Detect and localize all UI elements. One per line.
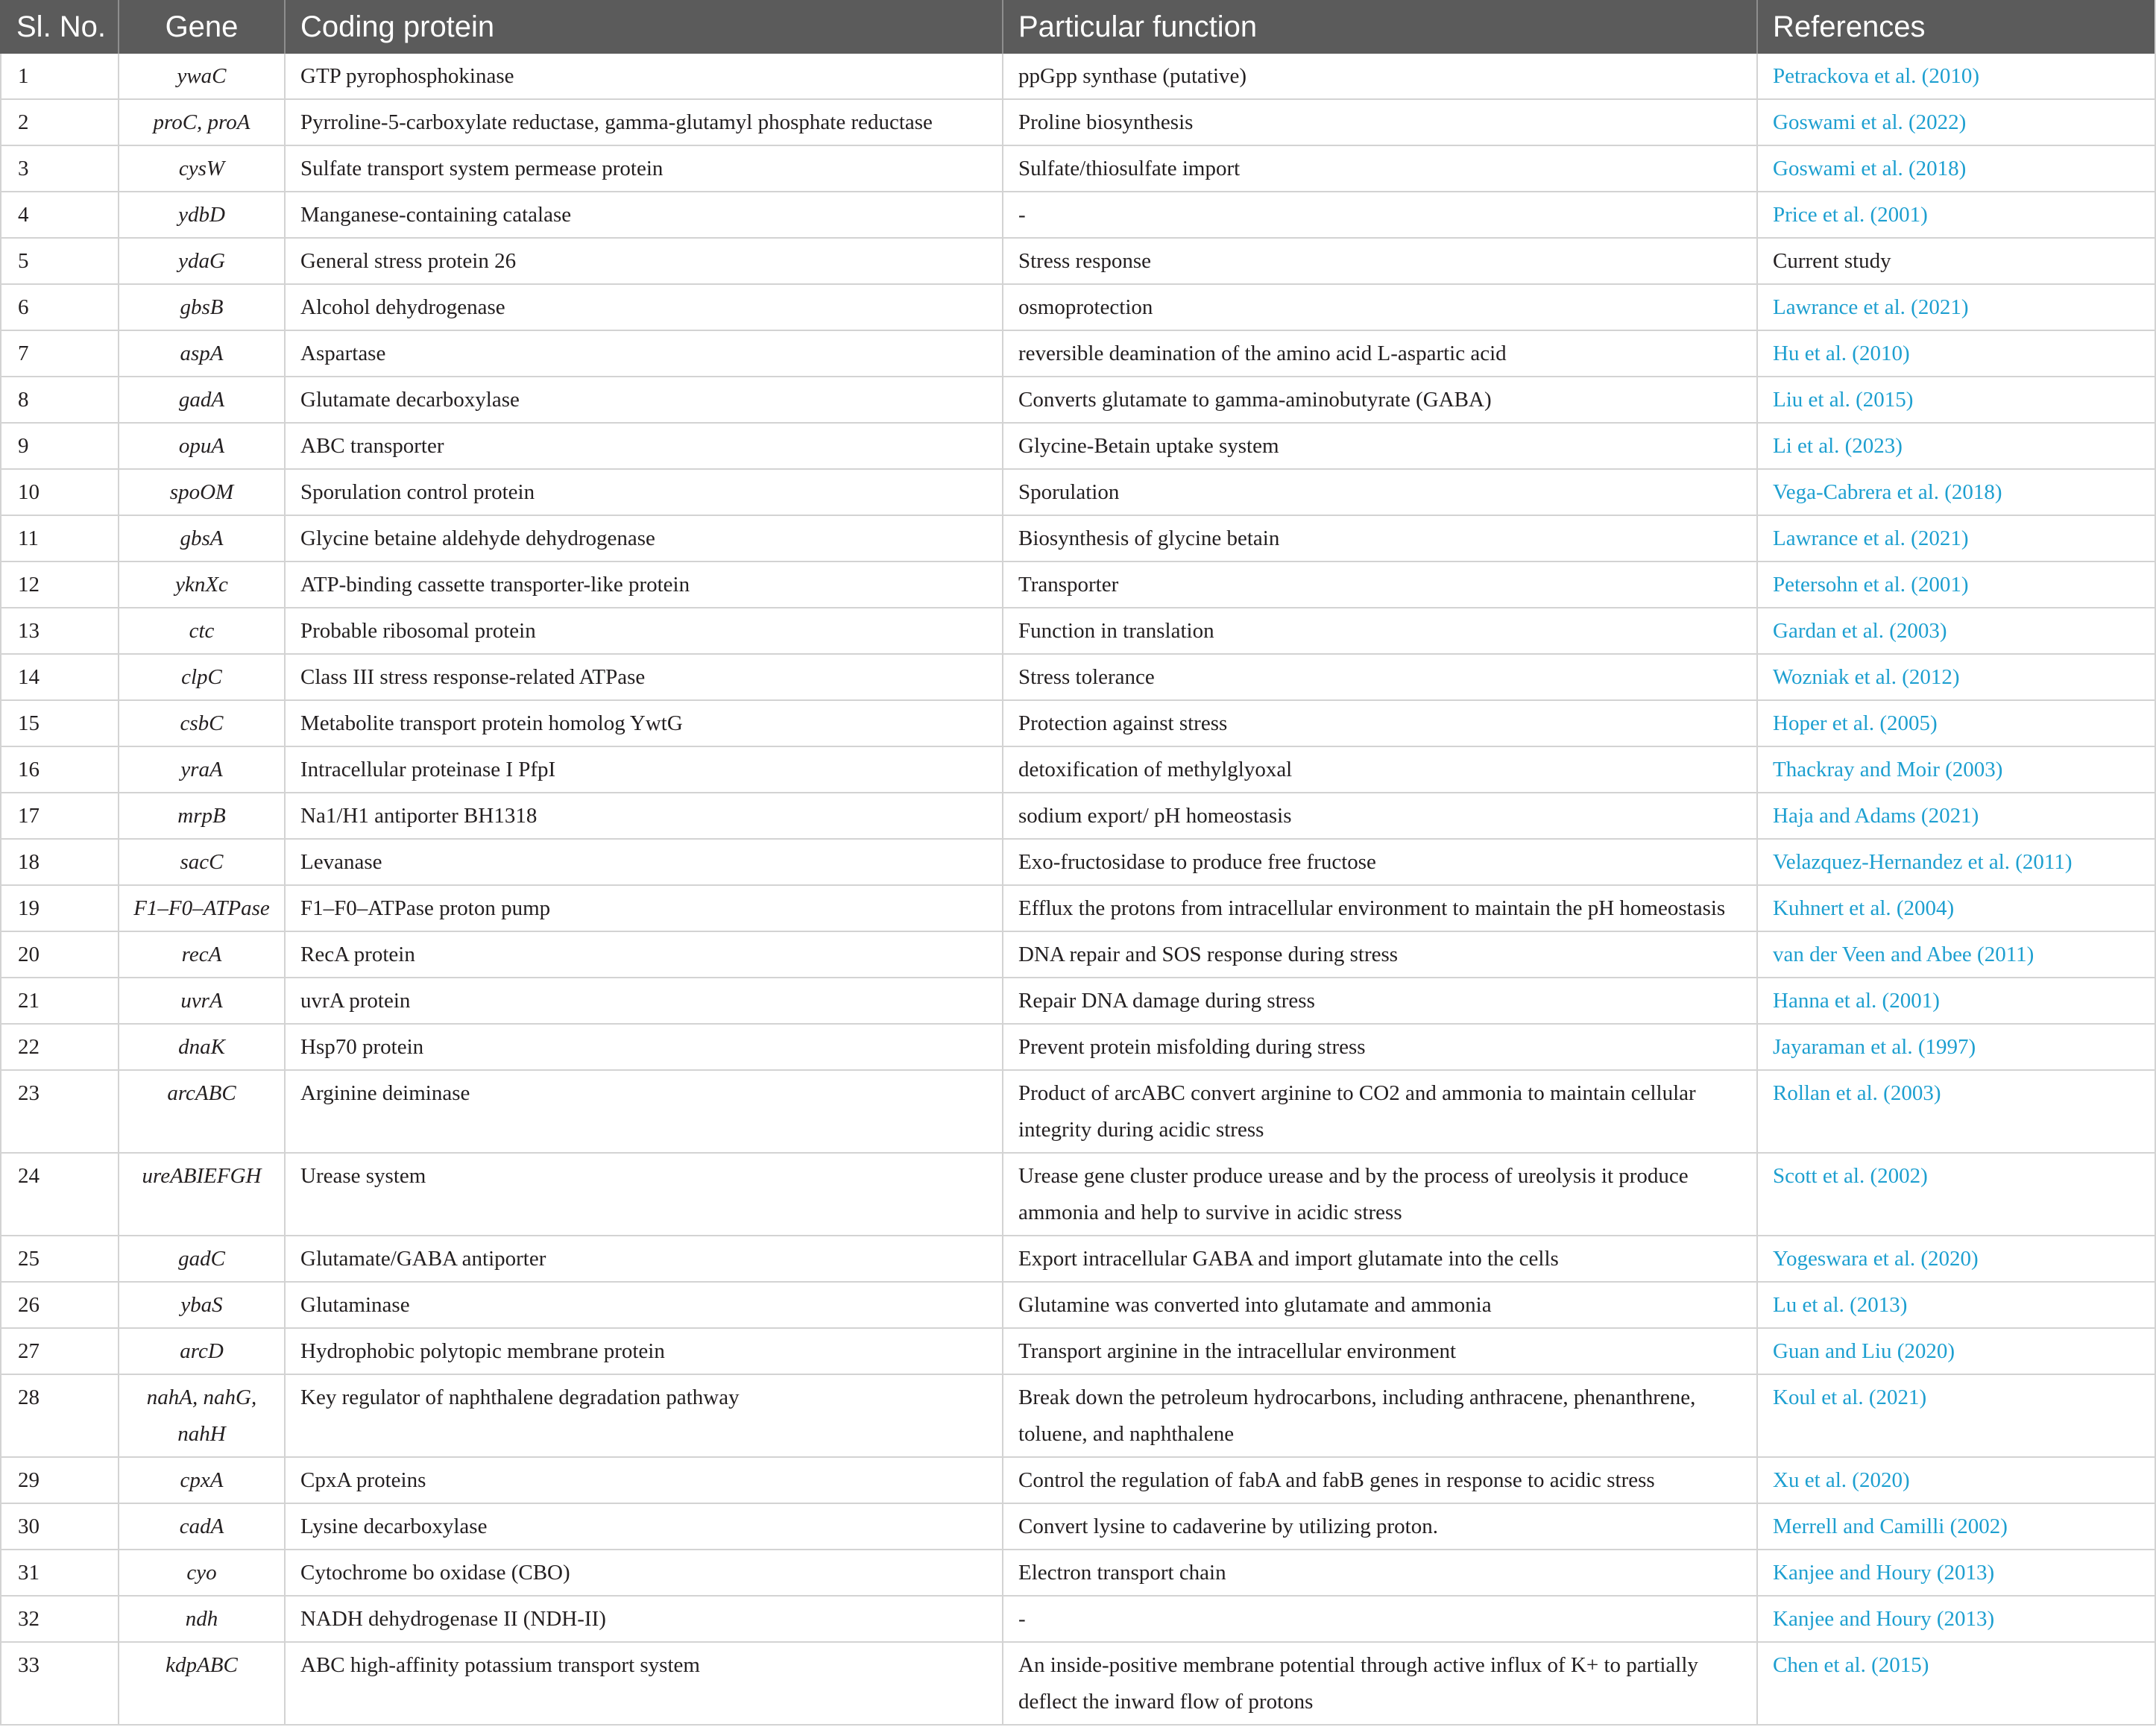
reference-link[interactable]: Koul et al. (2021) <box>1773 1385 1927 1409</box>
cell-coding-protein: Sulfate transport system permease protein <box>286 146 1003 192</box>
cell-coding-protein: Glutamate/GABA antiporter <box>286 1236 1003 1283</box>
cell-reference <box>1758 1375 2156 1458</box>
cell-gene: F1–F0–ATPase <box>119 886 286 932</box>
reference-link[interactable]: Yogeswara et al. (2020) <box>1773 1247 1979 1271</box>
reference-link[interactable]: van der Veen and Abee (2011) <box>1773 943 2034 966</box>
cell-reference <box>1758 1236 2156 1283</box>
cell-coding-protein: ATP-binding cassette transporter-like protein <box>286 562 1003 608</box>
cell-sl-no: 11 <box>0 516 119 562</box>
cell-sl-no: 7 <box>0 331 119 377</box>
reference-text: Current study <box>1773 249 1891 273</box>
cell-reference <box>1758 886 2156 932</box>
reference-link[interactable]: Hanna et al. (2001) <box>1773 989 1940 1013</box>
cell-particular-function: ppGpp synthase (putative) <box>1003 54 1758 100</box>
cell-coding-protein: Aspartase <box>286 331 1003 377</box>
reference-link[interactable]: Price et al. (2001) <box>1773 203 1928 227</box>
reference-link[interactable]: Guan and Liu (2020) <box>1773 1339 1955 1363</box>
cell-particular-function: Sulfate/thiosulfate import <box>1003 146 1758 192</box>
cell-sl-no: 5 <box>0 239 119 285</box>
cell-reference <box>1758 1643 2156 1726</box>
cell-gene: sacC <box>119 840 286 886</box>
cell-gene: ydbD <box>119 192 286 239</box>
cell-coding-protein: GTP pyrophosphokinase <box>286 54 1003 100</box>
cell-reference <box>1758 978 2156 1025</box>
cell-sl-no: 29 <box>0 1458 119 1504</box>
cell-coding-protein: Levanase <box>286 840 1003 886</box>
reference-link[interactable]: Lawrance et al. (2021) <box>1773 526 1969 550</box>
cell-particular-function: - <box>1003 1597 1758 1643</box>
cell-gene: cyo <box>119 1550 286 1597</box>
cell-gene: yraA <box>119 747 286 793</box>
cell-coding-protein: Alcohol dehydrogenase <box>286 285 1003 331</box>
cell-particular-function: Proline biosynthesis <box>1003 100 1758 146</box>
cell-particular-function: Converts glutamate to gamma-aminobutyrate (GABA) <box>1003 377 1758 424</box>
cell-reference <box>1758 239 2156 285</box>
cell-reference <box>1758 655 2156 701</box>
cell-particular-function: Biosynthesis of glycine betain <box>1003 516 1758 562</box>
cell-sl-no: 21 <box>0 978 119 1025</box>
reference-link[interactable]: Kanjee and Houry (2013) <box>1773 1607 1995 1631</box>
cell-particular-function: Repair DNA damage during stress <box>1003 978 1758 1025</box>
cell-reference <box>1758 1154 2156 1236</box>
cell-sl-no: 31 <box>0 1550 119 1597</box>
cell-coding-protein: ABC transporter <box>286 424 1003 470</box>
cell-particular-function: Protection against stress <box>1003 701 1758 747</box>
cell-particular-function: Convert lysine to cadaverine by utilizing proton. <box>1003 1504 1758 1550</box>
cell-sl-no: 20 <box>0 932 119 978</box>
cell-coding-protein: CpxA proteins <box>286 1458 1003 1504</box>
cell-reference <box>1758 793 2156 840</box>
reference-link[interactable]: Goswami et al. (2022) <box>1773 110 1967 134</box>
cell-particular-function: Stress tolerance <box>1003 655 1758 701</box>
cell-particular-function: - <box>1003 192 1758 239</box>
cell-gene: mrpB <box>119 793 286 840</box>
reference-link[interactable]: Lu et al. (2013) <box>1773 1293 1908 1317</box>
reference-link[interactable]: Vega-Cabrera et al. (2018) <box>1773 480 2002 504</box>
cell-sl-no: 14 <box>0 655 119 701</box>
cell-reference <box>1758 54 2156 100</box>
cell-particular-function: Prevent protein misfolding during stress <box>1003 1025 1758 1071</box>
cell-sl-no: 4 <box>0 192 119 239</box>
cell-coding-protein: Manganese-containing catalase <box>286 192 1003 239</box>
cell-reference <box>1758 377 2156 424</box>
header-references: References <box>1758 0 2156 54</box>
cell-particular-function: Function in translation <box>1003 608 1758 655</box>
cell-coding-protein: Lysine decarboxylase <box>286 1504 1003 1550</box>
cell-coding-protein: Sporulation control protein <box>286 470 1003 516</box>
cell-reference <box>1758 932 2156 978</box>
cell-gene: ydaG <box>119 239 286 285</box>
cell-particular-function: Control the regulation of fabA and fabB genes in response to acidic stress <box>1003 1458 1758 1504</box>
cell-sl-no: 6 <box>0 285 119 331</box>
reference-link[interactable]: Wozniak et al. (2012) <box>1773 665 1960 689</box>
reference-link[interactable]: Goswami et al. (2018) <box>1773 157 1967 180</box>
cell-sl-no: 27 <box>0 1329 119 1375</box>
cell-gene: recA <box>119 932 286 978</box>
reference-link[interactable]: Kanjee and Houry (2013) <box>1773 1561 1995 1585</box>
reference-link[interactable]: Thackray and Moir (2003) <box>1773 758 2003 781</box>
cell-reference <box>1758 1550 2156 1597</box>
cell-particular-function: Glycine-Betain uptake system <box>1003 424 1758 470</box>
cell-sl-no: 28 <box>0 1375 119 1458</box>
reference-link[interactable]: Lawrance et al. (2021) <box>1773 295 1969 319</box>
cell-sl-no: 22 <box>0 1025 119 1071</box>
cell-sl-no: 26 <box>0 1283 119 1329</box>
cell-sl-no: 25 <box>0 1236 119 1283</box>
cell-particular-function: Urease gene cluster produce urease and by the process of ureolysis it produce ammonia and help to survive in acidic stress <box>1003 1154 1758 1236</box>
cell-particular-function: Efflux the protons from intracellular environment to maintain the pH homeostasis <box>1003 886 1758 932</box>
cell-coding-protein: Metabolite transport protein homolog YwtG <box>286 701 1003 747</box>
cell-particular-function: Product of arcABC convert arginine to CO2 and ammonia to maintain cellular integrity during acidic stress <box>1003 1071 1758 1154</box>
cell-gene: cadA <box>119 1504 286 1550</box>
reference-link[interactable]: Xu et al. (2020) <box>1773 1468 1910 1492</box>
cell-gene: clpC <box>119 655 286 701</box>
reference-link[interactable]: Rollan et al. (2003) <box>1773 1081 1941 1105</box>
cell-sl-no: 18 <box>0 840 119 886</box>
cell-sl-no: 24 <box>0 1154 119 1236</box>
cell-particular-function: Transporter <box>1003 562 1758 608</box>
cell-reference <box>1758 424 2156 470</box>
cell-particular-function: sodium export/ pH homeostasis <box>1003 793 1758 840</box>
cell-coding-protein: Arginine deiminase <box>286 1071 1003 1154</box>
cell-reference <box>1758 331 2156 377</box>
cell-reference <box>1758 1071 2156 1154</box>
cell-sl-no: 30 <box>0 1504 119 1550</box>
header-sl-no: Sl. No. <box>0 0 119 54</box>
cell-gene: arcABC <box>119 1071 286 1154</box>
cell-particular-function: Export intracellular GABA and import glutamate into the cells <box>1003 1236 1758 1283</box>
cell-sl-no: 8 <box>0 377 119 424</box>
cell-sl-no: 2 <box>0 100 119 146</box>
cell-coding-protein: RecA protein <box>286 932 1003 978</box>
reference-link[interactable]: Jayaraman et al. (1997) <box>1773 1035 1976 1059</box>
cell-particular-function: Stress response <box>1003 239 1758 285</box>
cell-coding-protein: Hsp70 protein <box>286 1025 1003 1071</box>
cell-particular-function: Sporulation <box>1003 470 1758 516</box>
cell-gene: ywaC <box>119 54 286 100</box>
cell-particular-function: Transport arginine in the intracellular environment <box>1003 1329 1758 1375</box>
cell-gene: uvrA <box>119 978 286 1025</box>
cell-coding-protein: General stress protein 26 <box>286 239 1003 285</box>
reference-link[interactable]: Hoper et al. (2005) <box>1773 711 1938 735</box>
cell-sl-no: 32 <box>0 1597 119 1643</box>
cell-gene: arcD <box>119 1329 286 1375</box>
cell-reference <box>1758 1283 2156 1329</box>
cell-gene: ctc <box>119 608 286 655</box>
cell-gene: proC, proA <box>119 100 286 146</box>
reference-link[interactable]: Liu et al. (2015) <box>1773 388 1914 412</box>
header-particular-function: Particular function <box>1003 0 1758 54</box>
header-gene: Gene <box>119 0 286 54</box>
cell-sl-no: 10 <box>0 470 119 516</box>
reference-link[interactable]: Petrackova et al. (2010) <box>1773 64 1980 88</box>
cell-coding-protein: Glycine betaine aldehyde dehydrogenase <box>286 516 1003 562</box>
reference-link[interactable]: Gardan et al. (2003) <box>1773 619 1947 643</box>
cell-gene: ybaS <box>119 1283 286 1329</box>
cell-particular-function: Break down the petroleum hydrocarbons, including anthracene, phenanthrene, toluene, and naphthalene <box>1003 1375 1758 1458</box>
cell-gene: spoOM <box>119 470 286 516</box>
cell-gene: csbC <box>119 701 286 747</box>
cell-particular-function: Electron transport chain <box>1003 1550 1758 1597</box>
cell-sl-no: 3 <box>0 146 119 192</box>
cell-coding-protein: Class III stress response-related ATPase <box>286 655 1003 701</box>
cell-particular-function: Exo-fructosidase to produce free fructose <box>1003 840 1758 886</box>
cell-reference <box>1758 516 2156 562</box>
cell-reference <box>1758 1597 2156 1643</box>
cell-reference <box>1758 1025 2156 1071</box>
cell-particular-function: detoxification of methylglyoxal <box>1003 747 1758 793</box>
cell-sl-no: 33 <box>0 1643 119 1726</box>
cell-gene: gbsA <box>119 516 286 562</box>
cell-coding-protein: Pyrroline-5-carboxylate reductase, gamma-glutamyl phosphate reductase <box>286 100 1003 146</box>
cell-gene: ndh <box>119 1597 286 1643</box>
cell-gene: nahA, nahG, nahH <box>119 1375 286 1458</box>
cell-gene: cpxA <box>119 1458 286 1504</box>
cell-coding-protein: NADH dehydrogenase II (NDH-II) <box>286 1597 1003 1643</box>
cell-coding-protein: Glutamate decarboxylase <box>286 377 1003 424</box>
cell-coding-protein: Hydrophobic polytopic membrane protein <box>286 1329 1003 1375</box>
cell-sl-no: 1 <box>0 54 119 100</box>
cell-coding-protein: Intracellular proteinase I PfpI <box>286 747 1003 793</box>
reference-link[interactable]: Haja and Adams (2021) <box>1773 804 1979 828</box>
cell-reference <box>1758 1329 2156 1375</box>
cell-reference <box>1758 146 2156 192</box>
cell-coding-protein: uvrA protein <box>286 978 1003 1025</box>
cell-sl-no: 23 <box>0 1071 119 1154</box>
cell-coding-protein: Cytochrome bo oxidase (CBO) <box>286 1550 1003 1597</box>
cell-coding-protein: F1–F0–ATPase proton pump <box>286 886 1003 932</box>
cell-reference <box>1758 192 2156 239</box>
cell-gene: kdpABC <box>119 1643 286 1726</box>
reference-link[interactable]: Petersohn et al. (2001) <box>1773 573 1969 597</box>
reference-link[interactable]: Chen et al. (2015) <box>1773 1653 1929 1677</box>
cell-gene: gadC <box>119 1236 286 1283</box>
cell-gene: ureABIEFGH <box>119 1154 286 1236</box>
cell-coding-protein: Glutaminase <box>286 1283 1003 1329</box>
cell-coding-protein: Urease system <box>286 1154 1003 1236</box>
cell-particular-function: An inside-positive membrane potential through active influx of K+ to partially deflect the inward flow of protons <box>1003 1643 1758 1726</box>
cell-particular-function: Glutamine was converted into glutamate and ammonia <box>1003 1283 1758 1329</box>
cell-sl-no: 19 <box>0 886 119 932</box>
cell-reference <box>1758 470 2156 516</box>
cell-coding-protein: Na1/H1 antiporter BH1318 <box>286 793 1003 840</box>
reference-link[interactable]: Hu et al. (2010) <box>1773 342 1910 365</box>
cell-gene: dnaK <box>119 1025 286 1071</box>
header-coding-protein: Coding protein <box>286 0 1003 54</box>
cell-gene: gbsB <box>119 285 286 331</box>
cell-sl-no: 15 <box>0 701 119 747</box>
reference-link[interactable]: Kuhnert et al. (2004) <box>1773 896 1955 920</box>
reference-link[interactable]: Scott et al. (2002) <box>1773 1164 1928 1188</box>
cell-reference <box>1758 608 2156 655</box>
cell-reference <box>1758 285 2156 331</box>
cell-gene: gadA <box>119 377 286 424</box>
cell-particular-function: reversible deamination of the amino acid L-aspartic acid <box>1003 331 1758 377</box>
cell-sl-no: 12 <box>0 562 119 608</box>
cell-sl-no: 17 <box>0 793 119 840</box>
cell-sl-no: 9 <box>0 424 119 470</box>
cell-particular-function: osmoprotection <box>1003 285 1758 331</box>
cell-particular-function: DNA repair and SOS response during stress <box>1003 932 1758 978</box>
cell-gene: yknXc <box>119 562 286 608</box>
cell-sl-no: 16 <box>0 747 119 793</box>
reference-link[interactable]: Merrell and Camilli (2002) <box>1773 1514 2008 1538</box>
reference-link[interactable]: Velazquez-Hernandez et al. (2011) <box>1773 850 2073 874</box>
cell-sl-no: 13 <box>0 608 119 655</box>
cell-reference <box>1758 747 2156 793</box>
cell-coding-protein: ABC high-affinity potassium transport system <box>286 1643 1003 1726</box>
cell-gene: opuA <box>119 424 286 470</box>
cell-reference <box>1758 840 2156 886</box>
cell-coding-protein: Probable ribosomal protein <box>286 608 1003 655</box>
cell-reference <box>1758 1504 2156 1550</box>
cell-coding-protein: Key regulator of naphthalene degradation pathway <box>286 1375 1003 1458</box>
reference-link[interactable]: Li et al. (2023) <box>1773 434 1903 458</box>
cell-reference <box>1758 701 2156 747</box>
cell-reference <box>1758 100 2156 146</box>
cell-gene: aspA <box>119 331 286 377</box>
cell-reference <box>1758 1458 2156 1504</box>
cell-reference <box>1758 562 2156 608</box>
cell-gene: cysW <box>119 146 286 192</box>
